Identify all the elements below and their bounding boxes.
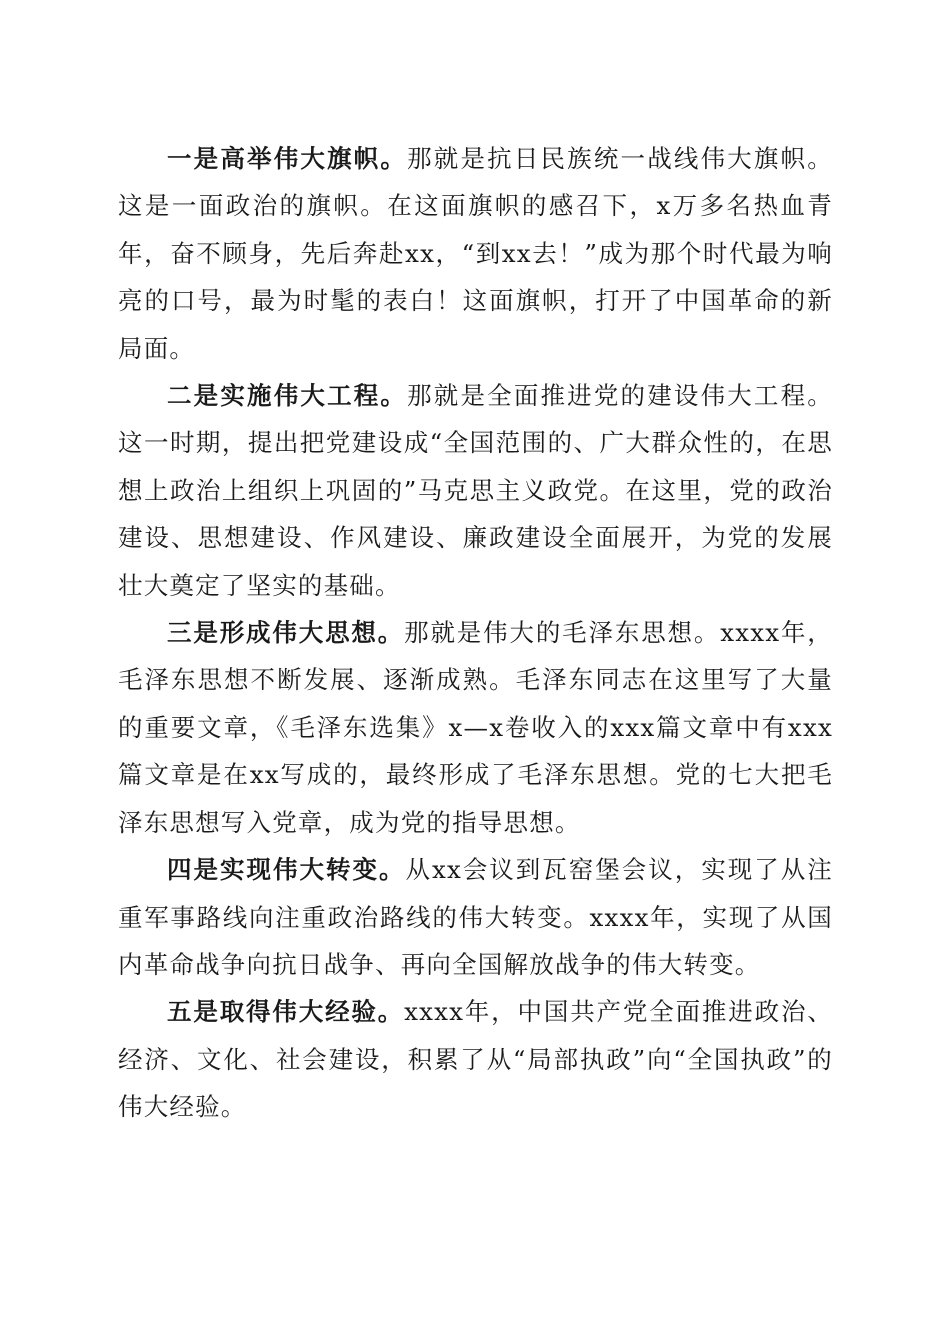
paragraph-heading: 三是形成伟大思想。 (167, 618, 405, 648)
paragraph-2 (118, 372, 833, 609)
paragraph-4 (118, 846, 833, 988)
paragraph-heading: 五是取得伟大经验。 (167, 997, 405, 1027)
document-body (118, 135, 833, 1131)
paragraph-text: 那就是抗日民族统一战线伟大旗帜。这是一面政治的旗帜。在这面旗帜的感召下，x万多名热血青年，奋不顾身，先后奔赴xx，“到xx去！”成为那个时代最为响亮的口号，最为时髦的表白！这面旗帜，打开了中国革命的新局面。 (118, 144, 833, 363)
paragraph-text: 那就是伟大的毛泽东思想。xxxx年，毛泽东思想不断发展、逐渐成熟。毛泽东同志在这里写了大量的重要文章，《毛泽东选集》x—x卷收入的xxx篇文章中有xxx篇文章是在xx写成的，最终形成了毛泽东思想。党的七大把毛泽东思想写入党章，成为党的指导思想。 (118, 618, 833, 837)
paragraph-heading: 一是高举伟大旗帜。 (167, 144, 408, 173)
paragraph-text: 从xx会议到瓦窑堡会议，实现了从注重军事路线向注重政治路线的伟大转变。xxxx年，实现了从国内革命战争向抗日战争、再向全国解放战争的伟大转变。 (118, 855, 833, 979)
paragraph-5 (118, 988, 833, 1130)
paragraph-3 (118, 609, 833, 846)
paragraph-text: xxxx年，中国共产党全面推进政治、经济、文化、社会建设，积累了从“局部执政”向“全国执政”的伟大经验。 (118, 997, 833, 1122)
paragraph-text: 那就是全面推进党的建设伟大工程。这一时期，提出把党建设成“全国范围的、广大群众性的，在思想上政治上组织上巩固的”马克思主义政党。在这里，党的政治建设、思想建设、作风建设、廉政建设全面展开，为党的发展壮大奠定了坚实的基础。 (118, 381, 833, 600)
paragraph-heading: 四是实现伟大转变。 (167, 855, 406, 885)
paragraph-heading: 二是实施伟大工程。 (167, 381, 408, 411)
paragraph-1 (118, 135, 833, 372)
